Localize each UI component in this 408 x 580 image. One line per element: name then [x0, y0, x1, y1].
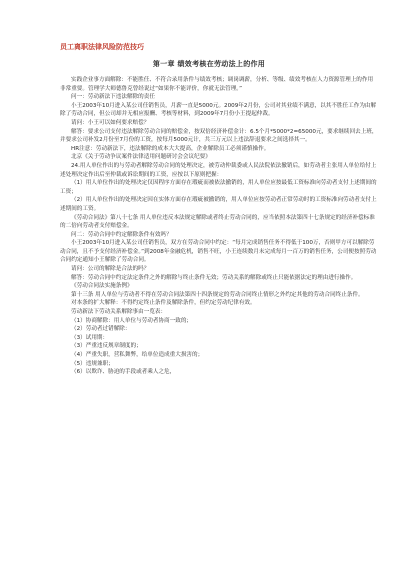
- paragraph: 小王2003年10月进入某公司任销售员，双方在劳动合同中约定：“每月完成销售任务不得低于100万，否则甲方可以解除劳动合同，且不予支付经济补偿金。”到2008年金融危机，销售不旺，小王连续数月未完成每月一百万的销售任务，公司便按照劳动合同约定通知小王解除了劳动合同。: [60, 240, 377, 264]
- document-body: [60, 76, 378, 377]
- chapter-title: 第一章 绩效考核在劳动法上的作用: [152, 60, 266, 68]
- paragraph: （4）严重失职，营私舞弊，给单位造成重大损害的；: [71, 352, 204, 358]
- paragraph: 对本条的扩大解释：不得约定终止条件及解除条件，但约定劳动纪律有效。: [71, 300, 256, 307]
- paragraph: （3）严重违反规章制度的；: [71, 343, 142, 350]
- paragraph: 第十三条 用人单位与劳动者不得在劳动合同法第四十四条规定的劳动合同终止情形之外约定其他的劳动合同终止条件。: [71, 291, 364, 298]
- paragraph: 请问：小王可以如何要求赔偿？: [71, 119, 150, 126]
- paragraph: 24.用人单位作出的与劳动者解除劳动合同的处理决定，被劳动仲裁委或人民法院依法撤销后，如劳动者主张用人单位给付上述处理决定作出后至仲裁或诉讼期间的工资，应按以下原则把握：: [60, 162, 377, 178]
- paragraph: （2）劳动者过错解除：: [71, 326, 131, 333]
- paragraph: （2）用人单位作出的处理决定因在实体方面存在瑕疵被撤销的，用人单位应按劳动者正常劳动时的工资标准向劳动者支付上述期间的工资。: [60, 197, 377, 212]
- paragraph: 请问：公司的解除是合法的吗？: [71, 266, 150, 273]
- paragraph: 实践企业事方面解除：不能胜任、不符合录用条件与绩效考核；调岗调薪，分析、等级、绩效考核在人力资源管理上的作用非常重要。管理学大师德鲁克曾经说过“如果你不能评价，你就无法管理。”: [60, 77, 374, 92]
- paragraph: 解答：要求公司支付违法解除劳动合同的赔偿金，按双倍经济补偿金计：6.5个月*5000*2=65000元，要求继续回去上班，并要求公司补发2月份至7月份的工资，按每月5000元计，共三万元以上违法辞退要求之间选择其一。: [60, 128, 378, 144]
- paragraph: 解答：劳动合同中约定法定条件之外的解除与终止条件无效；劳动关系的解除或终止只能依据法定的理由进行操作。: [71, 274, 357, 281]
- paragraph: 问一：劳动新法下违法解除的责任: [71, 94, 155, 101]
- paragraph: （6）以欺诈、胁迫的手段或者乘人之危，: [71, 369, 176, 376]
- document-label: 员工离职法律风险防范技巧: [60, 43, 144, 51]
- paragraph: 《劳动合同法实施条例》: [71, 283, 133, 290]
- paragraph: 北京《关于劳动争议案件法律适用问题研讨会会议纪要》: [71, 154, 211, 161]
- paragraph: 劳动新法下劳动关系解除事由一览表：: [71, 309, 167, 316]
- paragraph: 问二：劳动合同中约定解除条件有效吗？: [71, 231, 172, 238]
- paragraph: （3）试用期：: [71, 334, 109, 341]
- paragraph: HR注意：劳动新法下，违法解除的成本大大提高，企业解除员工必须谨慎操作。: [71, 145, 270, 152]
- paragraph: （5）违规兼职；: [71, 360, 114, 367]
- paragraph: 小王2003年10月进入某公司任销售员，月薪一直是5000元。2009年2月份，公司对其业绩不满意，以其不胜任工作为由解除了劳动合同，但公司却并无相应报酬、考核等材料，到2009年7月份小王提起仲裁。: [60, 102, 377, 118]
- paragraph: 《劳动合同法》第八十七条 用人单位违反本法规定解除或者终止劳动合同的，应当依照本法第四十七条规定的经济补偿标准的二倍向劳动者支付赔偿金。: [60, 214, 375, 230]
- paragraph: （1）协商解除：用人单位与劳动者协商一致的；: [71, 317, 193, 324]
- paragraph: （1）用人单位作出的处理决定仅因程序方面存在瑕疵而被依法撤销的，用人单位应按最低工资标准向劳动者支付上述期间的工资；: [60, 180, 377, 195]
